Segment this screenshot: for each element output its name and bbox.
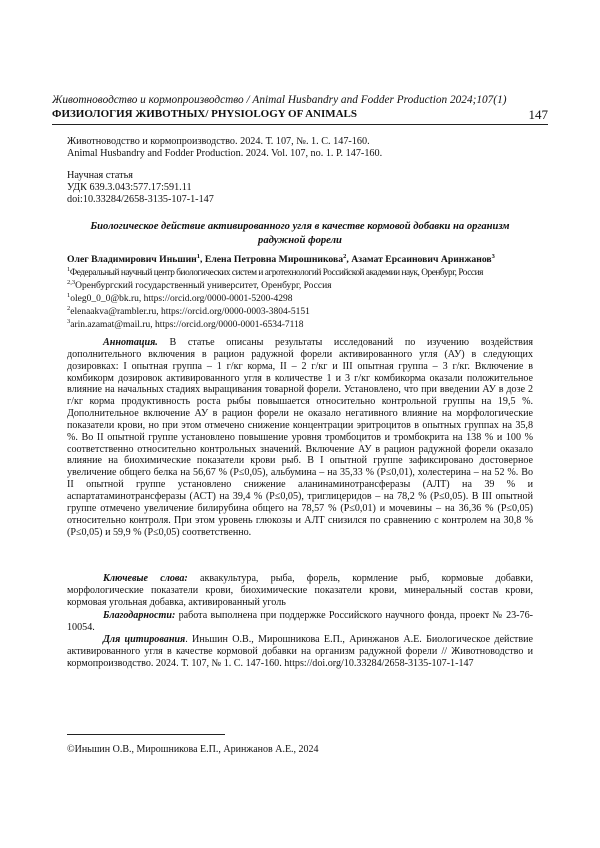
doi: doi:10.33284/2658-3135-107-1-147	[67, 194, 214, 205]
contact-text: arin.azamat@mail.ru, https://orcid.org/0000-0001-6534-7118	[70, 320, 304, 330]
contact-sup: 2	[67, 304, 71, 312]
affiliation-text: Оренбургский государственный университет, Оренбург, Россия	[75, 281, 332, 291]
cite-as-text: . Иньшин О.В., Мирошникова Е.П., Аринжанов А.Е. Биологическое действие активированного угля в качестве кормовой добавки на организм радужной форели // Животноводство и кормопроизводство. 2024. Т. 107, № 1. С. 147-160. https://doi.org/10.33284/2658-3135-107-1-147	[67, 634, 533, 669]
affiliation	[67, 267, 483, 279]
running-header-journal: Животноводство и кормопроизводство / Animal Husbandry and Fodder Production 2024;107(1)	[52, 94, 507, 106]
article-title: Биологическое действие активированного угля в качестве кормовой добавки на организм радужной форели	[90, 221, 510, 246]
contact-sup: 3	[67, 317, 71, 325]
author-name: Елена Петровна Мирошникова	[204, 254, 344, 265]
udk: УДК 639.3.043:577.17:591.11	[67, 182, 192, 193]
cite-as-label: Для цитирования	[103, 634, 186, 645]
cite-as	[67, 634, 533, 670]
author-contact	[67, 306, 310, 318]
contact-sup: 1	[67, 291, 71, 299]
keywords-label: Ключевые слова:	[103, 573, 188, 584]
abstract-text: В статье описаны результаты исследований по изучению воздействия дополнительного включения в рацион радужной форели активированного угля (АУ) в следующих дозировках: I опытная группа – 1 г/кг корма, II – 2 г/кг и III опытная группа – 3 г/кг. Включение в комбикорм дозировок активированного угля в количестве 1 и 3 г/кг комбикорма оказали положительное влияние на начальных стадиях выращивания товарной форели. Установлено, что при введении АУ в дозе 2 г/кг корма продуктивность роста рыбы повышается относительно контрольной группы на 19,5 %. Дополнительное включение АУ в рацион форели не оказало негативного влияние на морфологические показатели крови, но при этом отмечено снижение концентрации эритроцитов в опытных группах на 35,8 %. Во II опытной группе установлено повышение уровня тромбоцитов и тромбокрита на 138 % и 100 % соответственно относительно контрольных значений. Включение АУ в рацион радужной форели оказало влияние на биохимические показатели крови рыб. В I опытной группе зафиксировано достоверное увеличение общего белка на 56,67 % (Р≤0,05), альбумина – на 35,33 % (Р≤0,01), холестерина – на 52 %. Во II опытной группе установлено снижение аланинаминотрансферазы (АЛТ) на 39 % и аспартатаминотрансферазы (АСТ) на 39,4 % (Р≤0,05), триглицеридов – на 78,2 % (Р≤0,05). В III опытной группе отмечено увеличение билирубина общего на 78,57 % (Р≤0,01) и мочевины – на 36,36 % (Р≤0,05) относительно контроля. При этом уровень глюкозы и АЛТ снизился по сравнению с контролем на 30,8 % (Р≤0,05) и 59,9 % (Р≤0,05) соответственно.	[67, 337, 533, 538]
affiliation	[67, 280, 332, 292]
acknowledgments	[67, 610, 533, 634]
footnote-divider	[67, 734, 225, 735]
contact-text: oleg0_0_0@bk.ru, https://orcid.org/0000-0001-5200-4298	[70, 294, 293, 304]
keywords-text: аквакультура, рыба, форель, кормление рыб, кормовые добавки, морфологические показатели крови, биохимические показатели крови, минеральный состав крови, кормовая угольная добавка, активированный уголь	[67, 573, 533, 608]
author-name: Азамат Ерсаинович Аринжанов	[351, 254, 492, 265]
abstract-label: Аннотация.	[103, 337, 158, 348]
page-number: 147	[528, 107, 548, 122]
copyright-footnote: ©Иньшин О.В., Мирошникова Е.П., Аринжанов А.Е., 2024	[67, 744, 319, 755]
running-header-section: ФИЗИОЛОГИЯ ЖИВОТНЫХ/ PHYSIOLOGY OF ANIMALS	[52, 108, 358, 120]
author-separator: ,	[346, 254, 352, 265]
contact-text: elenaakva@rambler.ru, https://orcid.org/0000-0003-3804-5151	[70, 307, 310, 317]
keywords	[67, 573, 533, 609]
author-sup: 1	[196, 252, 201, 260]
article-type: Научная статья	[67, 170, 133, 181]
citation-ru: Животноводство и кормопроизводство. 2024. Т. 107, №. 1. С. 147-160.	[67, 136, 370, 147]
author-separator: ,	[200, 254, 205, 265]
affiliation-sup: 1	[67, 265, 70, 273]
abstract	[67, 337, 533, 538]
affiliation-text: Федеральный научный центр биологических систем и агротехнологий Российской академии наук, Оренбург, Россия	[69, 268, 483, 278]
author-name: Олег Владимирович Иньшин	[67, 254, 197, 265]
author-contact	[67, 319, 304, 331]
author-list	[67, 254, 495, 265]
author-sup: 3	[491, 252, 495, 260]
citation-en: Animal Husbandry and Fodder Production. 2024. Vol. 107, no. 1. P. 147-160.	[67, 148, 383, 159]
header-divider	[52, 124, 548, 125]
author-contact	[67, 293, 293, 305]
acknowledgments-text: работа выполнена при поддержке Российского научного фонда, проект № 23-76-10054.	[67, 610, 533, 633]
affiliation-sup: 2,3	[67, 278, 76, 286]
author-sup: 2	[343, 252, 347, 260]
acknowledgments-label: Благодарности:	[103, 610, 176, 621]
